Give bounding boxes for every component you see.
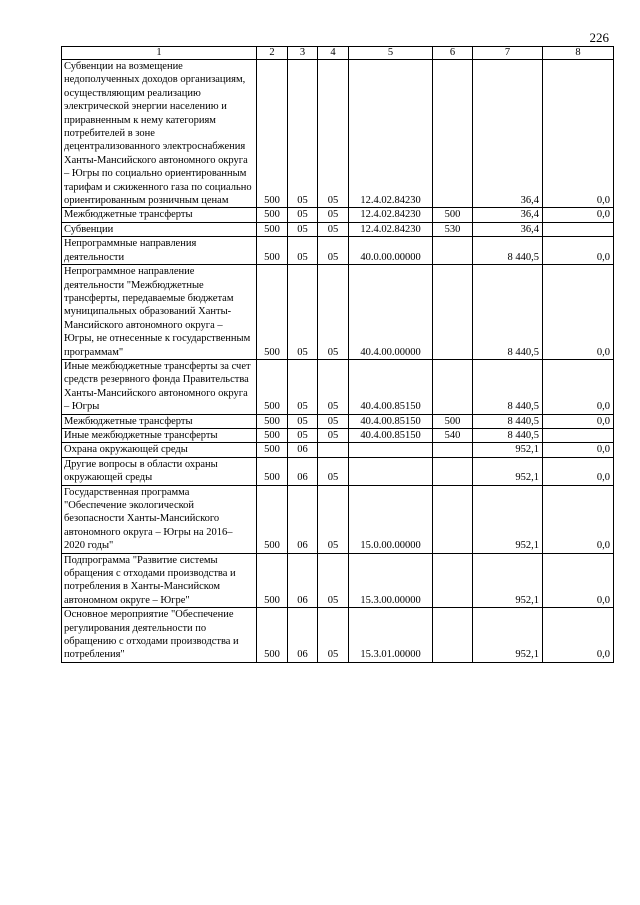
row-amount: 8 440,5: [473, 414, 543, 428]
row-section: 05: [288, 265, 318, 360]
row-amount: 952,1: [473, 485, 543, 553]
row-name: Охрана окружающей среды: [62, 443, 257, 457]
row-expense-type: [433, 485, 473, 553]
row-amount: 8 440,5: [473, 428, 543, 442]
table-row: [62, 485, 614, 553]
row-target-article: 40.0.00.00000: [349, 237, 433, 265]
row-subsection: 05: [318, 485, 349, 553]
row-section: 06: [288, 553, 318, 608]
row-amount: 8 440,5: [473, 359, 543, 414]
row-target-article: 12.4.02.84230: [349, 60, 433, 208]
column-header: 7: [473, 47, 543, 60]
row-target-article: 40.4.00.85150: [349, 359, 433, 414]
row-name: Непрограммные направления деятельности: [62, 237, 257, 265]
row-name: Основное мероприятие "Обеспечение регулирования деятельности по обращению с отходами производства и потребления": [62, 608, 257, 663]
row-amount-2: 0,0: [543, 359, 614, 414]
row-name: Межбюджетные трансферты: [62, 208, 257, 222]
row-name: Субвенции на возмещение недополученных доходов организациям, осуществляющим реализацию электрической энергии населению и приравненным к нему категориям потребителей в зоне децентрализованного электроснабжения Ханты-Мансийского автономного округа – Югры по социально ориентированным тарифам и сжиженного газа по социально ориентированным розничным ценам: [62, 60, 257, 208]
row-admin-code: 500: [257, 553, 288, 608]
row-admin-code: 500: [257, 414, 288, 428]
row-expense-type: [433, 608, 473, 663]
row-amount-2: 0,0: [543, 208, 614, 222]
table-row: [62, 359, 614, 414]
row-section: 05: [288, 222, 318, 236]
row-amount-2: 0,0: [543, 485, 614, 553]
row-admin-code: 500: [257, 457, 288, 485]
row-target-article: [349, 457, 433, 485]
table-row: [62, 222, 614, 236]
row-section: 05: [288, 237, 318, 265]
table-row: [62, 414, 614, 428]
row-target-article: 12.4.02.84230: [349, 222, 433, 236]
row-admin-code: 500: [257, 443, 288, 457]
page-number: 226: [589, 30, 609, 45]
row-subsection: 05: [318, 237, 349, 265]
row-amount-2: 0,0: [543, 414, 614, 428]
row-expense-type: 500: [433, 208, 473, 222]
column-header: 1: [62, 47, 257, 60]
row-target-article: 15.0.00.00000: [349, 485, 433, 553]
row-target-article: 40.4.00.85150: [349, 414, 433, 428]
row-name: Государственная программа "Обеспечение экологической безопасности Ханты-Мансийского автономного округа – Югры на 2016–2020 годы": [62, 485, 257, 553]
row-amount-2: [543, 428, 614, 442]
row-admin-code: 500: [257, 60, 288, 208]
row-name: Другие вопросы в области охраны окружающей среды: [62, 457, 257, 485]
row-amount-2: 0,0: [543, 237, 614, 265]
column-header: 8: [543, 47, 614, 60]
row-admin-code: 500: [257, 222, 288, 236]
row-admin-code: 500: [257, 359, 288, 414]
row-subsection: 05: [318, 457, 349, 485]
row-admin-code: 500: [257, 208, 288, 222]
row-amount: 952,1: [473, 457, 543, 485]
row-amount-2: 0,0: [543, 443, 614, 457]
row-section: 05: [288, 428, 318, 442]
row-target-article: [349, 443, 433, 457]
row-name: Непрограммное направление деятельности "Межбюджетные трансферты, передаваемые бюджетам муниципальных образований Ханты-Мансийского автономного округа – Югры, не отнесенные к государственным программам": [62, 265, 257, 360]
row-amount: 952,1: [473, 553, 543, 608]
row-amount-2: 0,0: [543, 60, 614, 208]
row-amount: 952,1: [473, 443, 543, 457]
budget-table: [61, 46, 614, 663]
row-admin-code: 500: [257, 485, 288, 553]
column-header: 3: [288, 47, 318, 60]
row-name: Иные межбюджетные трансферты за счет средств резервного фонда Правительства Ханты-Мансийского автономного округа – Югры: [62, 359, 257, 414]
row-expense-type: 530: [433, 222, 473, 236]
row-section: 05: [288, 414, 318, 428]
row-amount: 8 440,5: [473, 237, 543, 265]
row-section: 06: [288, 608, 318, 663]
column-header: 2: [257, 47, 288, 60]
table-row: [62, 208, 614, 222]
row-expense-type: 500: [433, 414, 473, 428]
row-target-article: 12.4.02.84230: [349, 208, 433, 222]
row-section: 06: [288, 485, 318, 553]
row-admin-code: 500: [257, 265, 288, 360]
row-admin-code: 500: [257, 608, 288, 663]
row-subsection: 05: [318, 359, 349, 414]
row-amount: 36,4: [473, 208, 543, 222]
row-section: 05: [288, 359, 318, 414]
table-row: [62, 457, 614, 485]
column-header: 5: [349, 47, 433, 60]
row-target-article: 15.3.01.00000: [349, 608, 433, 663]
row-expense-type: [433, 443, 473, 457]
row-amount-2: [543, 222, 614, 236]
row-amount-2: 0,0: [543, 608, 614, 663]
row-expense-type: [433, 457, 473, 485]
row-name: Подпрограмма "Развитие системы обращения с отходами производства и потребления в Ханты-Мансийском автономном округе – Югре": [62, 553, 257, 608]
row-amount-2: 0,0: [543, 265, 614, 360]
row-subsection: 05: [318, 428, 349, 442]
row-section: 06: [288, 443, 318, 457]
row-name: Межбюджетные трансферты: [62, 414, 257, 428]
row-subsection: 05: [318, 414, 349, 428]
row-amount: 8 440,5: [473, 265, 543, 360]
table-header-row: [62, 47, 614, 60]
row-admin-code: 500: [257, 428, 288, 442]
table-row: [62, 60, 614, 208]
row-amount-2: 0,0: [543, 553, 614, 608]
row-target-article: 15.3.00.00000: [349, 553, 433, 608]
table-row: [62, 443, 614, 457]
row-expense-type: [433, 265, 473, 360]
row-amount: 36,4: [473, 60, 543, 208]
column-header: 6: [433, 47, 473, 60]
row-section: 05: [288, 208, 318, 222]
row-expense-type: [433, 60, 473, 208]
row-expense-type: 540: [433, 428, 473, 442]
row-name: Субвенции: [62, 222, 257, 236]
row-subsection: [318, 443, 349, 457]
row-expense-type: [433, 359, 473, 414]
row-target-article: 40.4.00.85150: [349, 428, 433, 442]
row-section: 06: [288, 457, 318, 485]
table-row: [62, 608, 614, 663]
row-amount-2: 0,0: [543, 457, 614, 485]
row-subsection: 05: [318, 553, 349, 608]
row-amount: 36,4: [473, 222, 543, 236]
row-expense-type: [433, 553, 473, 608]
row-subsection: 05: [318, 222, 349, 236]
row-admin-code: 500: [257, 237, 288, 265]
row-subsection: 05: [318, 208, 349, 222]
table-row: [62, 265, 614, 360]
row-section: 05: [288, 60, 318, 208]
column-header: 4: [318, 47, 349, 60]
row-amount: 952,1: [473, 608, 543, 663]
row-subsection: 05: [318, 265, 349, 360]
row-subsection: 05: [318, 60, 349, 208]
table-row: [62, 237, 614, 265]
table-row: [62, 428, 614, 442]
row-expense-type: [433, 237, 473, 265]
row-subsection: 05: [318, 608, 349, 663]
table-row: [62, 553, 614, 608]
row-target-article: 40.4.00.00000: [349, 265, 433, 360]
row-name: Иные межбюджетные трансферты: [62, 428, 257, 442]
